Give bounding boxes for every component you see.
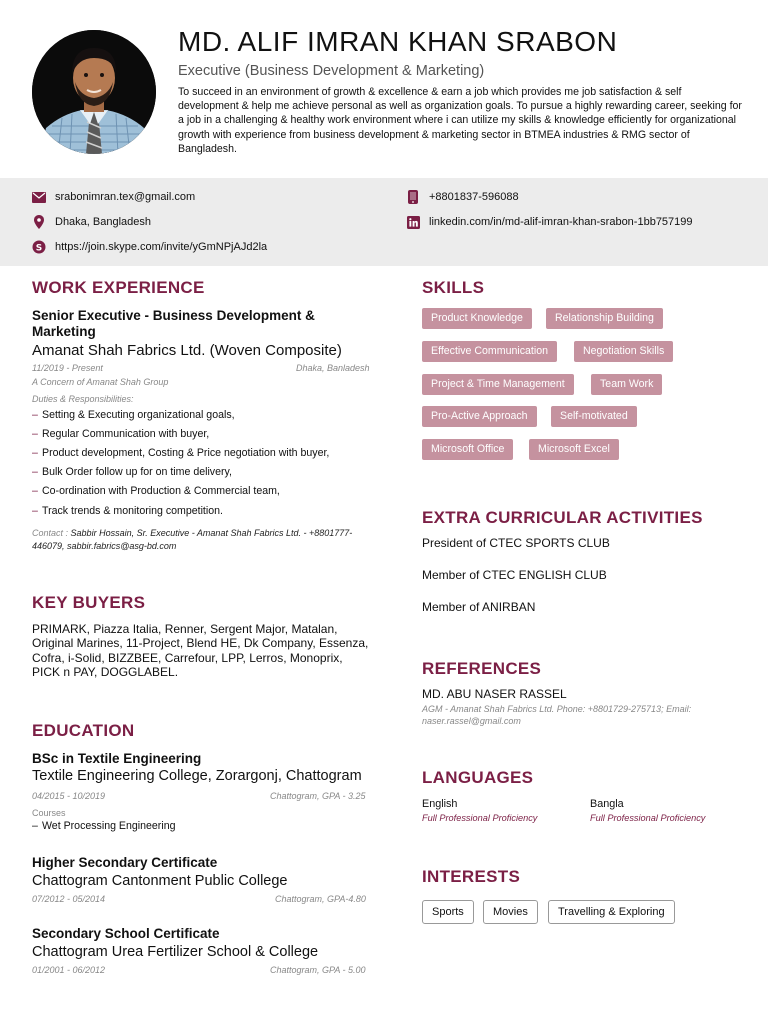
edu-institution: Chattogram Urea Fertilizer School & College: [32, 944, 319, 960]
job-location: Dhaka, Banladesh: [296, 363, 370, 373]
buyers-list: PRIMARK, Piazza Italia, Renner, Sergent Major, Matalan, Original Marines, 11-Project, Blend HE, Dk Company, Essenza, Cofra, i-Solid, BIZZBEE, Carrefour, LPP, Lerros, Monoprix, PICK n PAY, DOGGLABEL.: [32, 622, 369, 680]
list-item: – Regular Communication with buyer,: [32, 427, 210, 440]
section-heading-extra: EXTRA CURRICULAR ACTIVITIES: [422, 508, 703, 527]
skill-chip: Microsoft Office: [422, 439, 513, 460]
email-text: srabonimran.tex@gmail.com: [55, 191, 196, 203]
phone-text: +8801837-596088: [429, 191, 519, 203]
contact-phone[interactable]: [406, 190, 519, 204]
skill-chip: Pro-Active Approach: [422, 406, 537, 427]
language-level: Full Professional Proficiency: [422, 813, 538, 823]
skill-chip: Self-motivated: [551, 406, 637, 427]
summary-paragraph: To succeed in an environment of growth & excellence & earn a job which provides me job satisfaction & self development & help me achieve personal as well as organization goals. To pursue a highly rewarding career, seeking for a job in a challenging & healthy work environment where i can utilize my skills & knowledge efficiently for organizational growth with experience from business development & marketing sector in BTMEA industries & RMG sector of Bangladesh.: [178, 86, 742, 155]
job-dates: 11/2019 - Present: [32, 363, 103, 373]
skill-chip: Negotiation Skills: [574, 341, 673, 362]
skill-chip: Product Knowledge: [422, 308, 532, 329]
skill-chip: Relationship Building: [546, 308, 663, 329]
email-icon: [32, 190, 46, 204]
location-text: Dhaka, Bangladesh: [55, 216, 152, 228]
svg-text:S: S: [35, 243, 43, 254]
skill-chip: Team Work: [591, 374, 662, 395]
job-title: Senior Executive - Business Development & Marketing: [32, 308, 315, 339]
profile-photo: [32, 30, 156, 154]
contact-location: [32, 215, 151, 229]
interest-tag: Travelling & Exploring: [548, 900, 675, 924]
list-item: – Track trends & monitoring competition.: [32, 504, 223, 517]
candidate-name: MD. ALIF IMRAN KHAN SRABON: [178, 26, 618, 57]
skype-link: https://join.skype.com/invite/yGmNPjAJd2la: [55, 241, 268, 253]
duties-label: Duties & Responsibilities:: [32, 394, 134, 404]
resume-header: [0, 0, 768, 178]
edu-courses-label: Courses: [32, 808, 66, 818]
edu-dates: 04/2015 - 10/2019: [32, 791, 106, 801]
dash-icon: –: [32, 820, 38, 832]
contact-skype[interactable]: [32, 240, 267, 254]
dash-icon: –: [32, 427, 38, 440]
section-heading-references: REFERENCES: [422, 659, 542, 678]
dash-icon: –: [32, 466, 38, 479]
reference-detail: AGM - Amanat Shah Fabrics Ltd. Phone: +8801729-275713; Email: naser.rassel@gmail.com: [422, 704, 692, 726]
section-heading-education: EDUCATION: [32, 721, 135, 740]
dash-icon: –: [32, 485, 38, 498]
edu-detail: Chattogram, GPA - 3.25: [270, 791, 366, 801]
language-name: English: [422, 798, 458, 810]
edu-institution: Chattogram Cantonment Public College: [32, 873, 288, 889]
job-contact-value: Sabbir Hossain, Sr. Executive - Amanat Shah Fabrics Ltd. - +8801777-446079, sabbir.fabrics@asg-bd.com: [32, 528, 353, 551]
linkedin-link: linkedin.com/in/md-alif-imran-khan-srabon-1bb757199: [429, 216, 693, 228]
linkedin-icon: [406, 215, 420, 229]
location-pin-icon: [32, 215, 46, 229]
job-concern: A Concern of Amanat Shah Group: [32, 377, 169, 387]
activity-item: Member of CTEC ENGLISH CLUB: [422, 568, 607, 582]
interest-tag: Movies: [483, 900, 538, 924]
skill-chip: Effective Communication: [422, 341, 557, 362]
contact-email[interactable]: [32, 190, 195, 204]
list-item: – Bulk Order follow up for on time delivery,: [32, 466, 232, 479]
edu-dates: 01/2001 - 06/2012: [32, 965, 106, 975]
phone-icon: [406, 190, 420, 204]
duties-list: [32, 405, 372, 520]
section-heading-languages: LANGUAGES: [422, 768, 534, 787]
job-company: Amanat Shah Fabrics Ltd. (Woven Composite): [32, 342, 342, 359]
job-contact-note: [32, 527, 372, 553]
language-name: Bangla: [590, 798, 624, 810]
edu-institution: Textile Engineering College, Zorargonj, Chattogram: [32, 768, 362, 784]
list-item: – Product development, Costing & Price negotiation with buyer,: [32, 446, 330, 459]
edu-detail: Chattogram, GPA - 5.00: [270, 965, 366, 975]
skill-chip: Project & Time Management: [422, 374, 574, 395]
job-contact-label: Contact :: [32, 528, 69, 538]
contact-band: [0, 178, 768, 266]
activity-item: President of CTEC SPORTS CLUB: [422, 536, 610, 550]
dash-icon: –: [32, 504, 38, 517]
edu-dates: 07/2012 - 05/2014: [32, 894, 106, 904]
reference-name: MD. ABU NASER RASSEL: [422, 687, 567, 701]
edu-degree: BSc in Textile Engineering: [32, 751, 202, 766]
edu-degree: Higher Secondary Certificate: [32, 855, 218, 870]
edu-course: – Wet Processing Engineering: [32, 820, 176, 832]
skill-chip: Microsoft Excel: [529, 439, 619, 460]
section-heading-work: WORK EXPERIENCE: [32, 278, 205, 297]
interest-tag: Sports: [422, 900, 474, 924]
edu-detail: Chattogram, GPA-4.80: [275, 894, 366, 904]
candidate-title: Executive (Business Development & Marketing): [178, 63, 485, 79]
section-heading-skills: SKILLS: [422, 278, 485, 297]
dash-icon: –: [32, 446, 38, 459]
section-heading-buyers: KEY BUYERS: [32, 593, 146, 612]
edu-degree: Secondary School Certificate: [32, 926, 220, 941]
activity-item: Member of ANIRBAN: [422, 600, 536, 614]
list-item: – Co-ordination with Production & Commercial team,: [32, 485, 280, 498]
section-heading-interests: INTERESTS: [422, 867, 521, 886]
dash-icon: –: [32, 408, 38, 421]
language-level: Full Professional Proficiency: [590, 813, 706, 823]
skype-icon: [32, 240, 46, 254]
contact-linkedin[interactable]: [406, 215, 693, 229]
list-item: – Setting & Executing organizational goals,: [32, 408, 235, 421]
